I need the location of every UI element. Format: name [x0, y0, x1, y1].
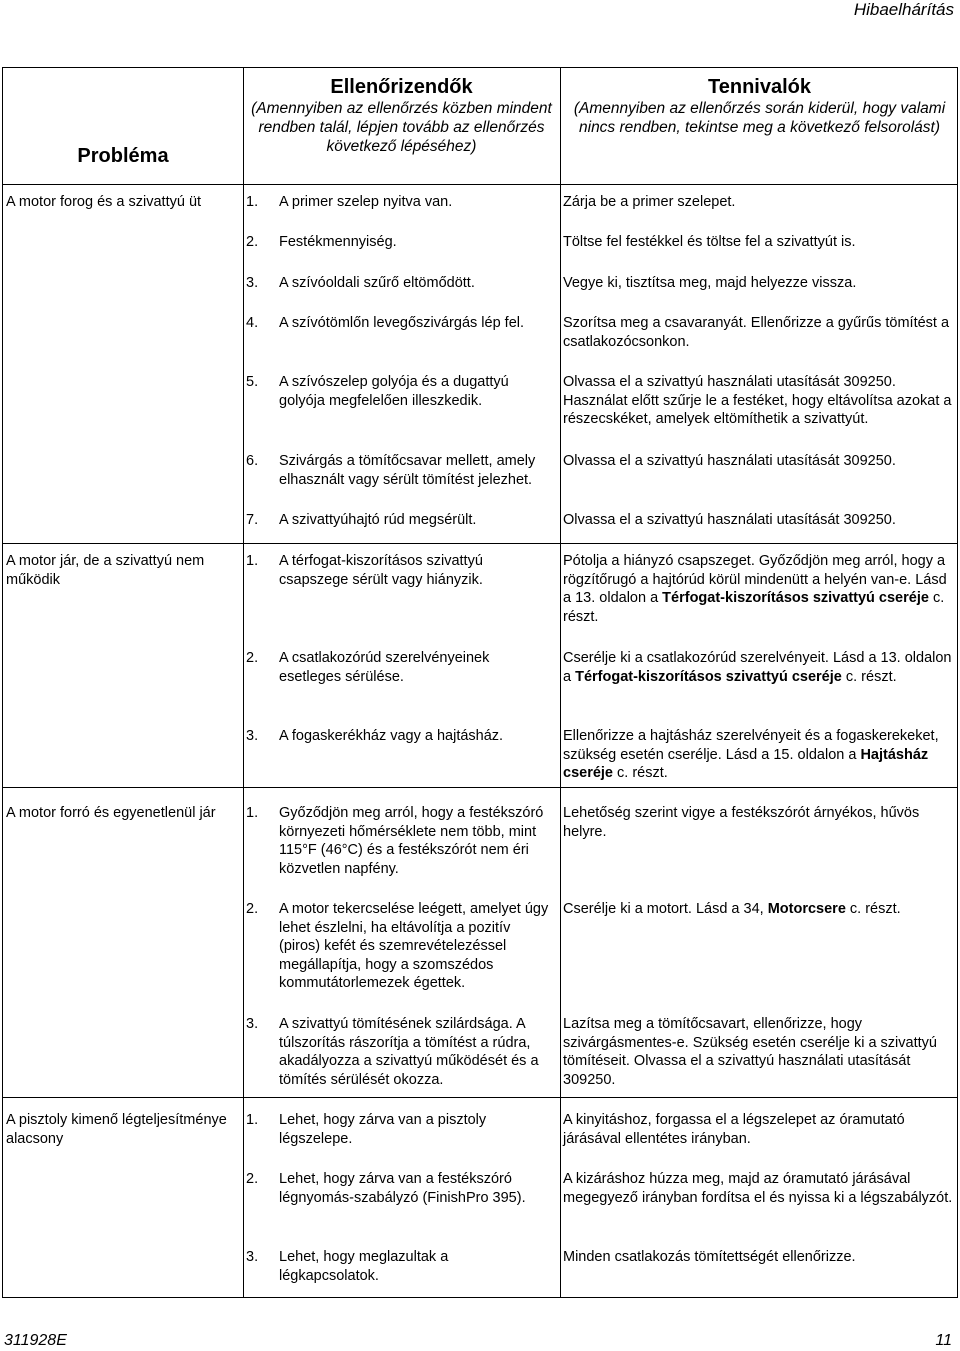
- check-cell: A csatlakozórúd szerelvényeinek esetleges sérülése.: [279, 650, 490, 685]
- action-cell: A kinyitáshoz, forgassa el a légszelepet az óramutató járásával ellentétes irányban.: [563, 1112, 905, 1147]
- action-text: c. részt.: [613, 765, 668, 782]
- problem-cell: A motor forró és egyenetlenül jár: [6, 805, 216, 821]
- step-number: 1.: [246, 805, 259, 821]
- document-number: 311928E: [4, 1332, 67, 1349]
- header-check-subtitle: (Amennyiben az ellenőrzés közben mindent rendben talál, lépjen tovább az ellenőrzés következő lépéséhez): [251, 100, 552, 155]
- section-reference: Térfogat-kiszorításos szivattyú cseréje: [662, 590, 929, 607]
- action-text: c. részt.: [845, 901, 901, 917]
- header-check: [243, 76, 560, 156]
- check-cell: A szivattyúhajtó rúd megsérült.: [279, 512, 477, 528]
- column-divider: [243, 68, 244, 1297]
- problem-cell: A motor forog és a szivattyú üt: [6, 194, 202, 210]
- header-action-title: Tennivalók: [708, 76, 811, 98]
- action-cell: [563, 900, 953, 919]
- action-cell: Töltse fel festékkel és töltse fel a szivattyút is.: [563, 234, 856, 250]
- action-text: Cserélje ki a csatlakozórúd szerelvényeit. Lásd a 13. oldalon a: [563, 650, 952, 685]
- section-reference: Térfogat-kiszorításos szivattyú cseréje: [575, 668, 842, 685]
- header-check-title: Ellenőrizendők: [330, 76, 473, 98]
- action-cell: [563, 649, 953, 686]
- column-divider: [560, 68, 561, 1297]
- group-divider: [3, 543, 957, 544]
- step-number: 1.: [246, 1112, 259, 1128]
- check-cell: A primer szelep nyitva van.: [279, 194, 453, 210]
- problem-cell: A motor jár, de a szivattyú nem működik: [6, 553, 205, 588]
- header-problem: Probléma: [77, 145, 169, 167]
- step-number: 4.: [246, 315, 259, 331]
- check-cell: A motor tekercselése leégett, amelyet úgy lehet észlelni, ha eltávolítja a pozitív (piros) kefét és szemrevételezéssel megállapítja, hogy a szomszédos kommutátorlemezek égettek.: [279, 901, 549, 992]
- check-cell: Festékmennyiség.: [279, 234, 397, 250]
- check-cell: A szívóoldali szűrő eltömődött.: [279, 275, 475, 291]
- action-text: c. részt.: [563, 590, 945, 625]
- action-cell: Zárja be a primer szelepet.: [563, 194, 736, 210]
- check-cell: Lehet, hogy zárva van a pisztoly légszelepe.: [279, 1112, 487, 1147]
- step-number: 1.: [246, 553, 259, 569]
- action-cell: Lazítsa meg a tömítőcsavart, ellenőrizze, hogy szivárgásmentes-e. Szükség esetén cserélje ki a szivattyú tömítéseit. Olvassa el a szivattyú használati utasítását 309250.: [563, 1016, 937, 1088]
- check-cell: A szívószelep golyója és a dugattyú golyója megfelelően illeszkedik.: [279, 374, 509, 409]
- step-number: 3.: [246, 1016, 259, 1032]
- action-cell: [563, 727, 953, 783]
- action-cell: Lehetőség szerint vigye a festékszórót árnyékos, hűvös helyre.: [563, 805, 920, 840]
- step-number: 2.: [246, 650, 259, 666]
- action-text: Pótolja a hiányzó csapszeget. Győződjön meg arról, hogy a rögzítőrugó a hajtórúd körül mindenütt a helyén van-e. Lásd a 13. oldalon a: [563, 553, 947, 607]
- action-text: c. részt.: [841, 668, 897, 685]
- step-number: 3.: [246, 728, 259, 744]
- problem-cell: A pisztoly kimenő légteljesítménye alacsony: [6, 1112, 227, 1147]
- step-number: 1.: [246, 194, 259, 210]
- check-cell: Lehet, hogy zárva van a festékszóró légnyomás-szabályzó (FinishPro 395).: [279, 1171, 526, 1206]
- action-cell: Szorítsa meg a csavaranyát. Ellenőrizze a gyűrűs tömítést a csatlakozócsonkon.: [563, 315, 950, 350]
- action-cell: Vegye ki, tisztítsa meg, majd helyezze vissza.: [563, 275, 857, 291]
- page-number: 11: [935, 1332, 952, 1349]
- step-number: 3.: [246, 1249, 259, 1265]
- action-cell: Olvassa el a szivattyú használati utasítását 309250.: [563, 512, 896, 528]
- action-text: Ellenőrizze a hajtásház szerelvényeit és a fogaskerekeket, szükség esetén cserélje. Lásd a 15. oldalon a: [563, 728, 939, 763]
- check-cell: Lehet, hogy meglazultak a légkapcsolatok.: [279, 1249, 449, 1284]
- step-number: 2.: [246, 1171, 259, 1187]
- check-cell: A szívótömlőn levegőszivárgás lép fel.: [279, 315, 525, 331]
- check-cell: A szivattyú tömítésének szilárdsága. A túlszorítás rászorítja a tömítést a rúdra, akadályozza a szivattyú működését és a tömítés sérülését okozza.: [279, 1016, 539, 1088]
- action-cell: Minden csatlakozás tömítettségét ellenőrizze.: [563, 1249, 856, 1265]
- step-number: 2.: [246, 234, 259, 250]
- group-divider: [3, 1097, 957, 1098]
- step-number: 5.: [246, 374, 259, 390]
- action-cell: A kizáráshoz húzza meg, majd az óramutató járásával megegyező irányban fordítsa el és nyissa ki a légszabályzót.: [563, 1171, 953, 1206]
- section-reference: Motorcsere: [767, 901, 846, 917]
- header-action-subtitle: (Amennyiben az ellenőrzés során kiderül, hogy valami nincs rendben, tekintse meg a következő felsorolást): [573, 100, 946, 136]
- check-cell: Győződjön meg arról, hogy a festékszóró környezeti hőmérséklete nem több, mint 115°F (46°C) és a festékszórót nem éri közvetlen napfény.: [279, 805, 544, 877]
- page-header: Hibaelhárítás: [853, 0, 954, 19]
- section-reference: Hajtásház cseréje: [563, 746, 929, 782]
- check-cell: A fogaskerékház vagy a hajtásház.: [279, 728, 504, 744]
- action-cell: [563, 552, 953, 626]
- action-text: Cserélje ki a motort. Lásd a 34,: [563, 901, 768, 917]
- step-number: 3.: [246, 275, 259, 291]
- check-cell: A térfogat-kiszorításos szivattyú csapszege sérült vagy hiányzik.: [279, 553, 483, 588]
- action-cell: Olvassa el a szivattyú használati utasítását 309250.: [563, 453, 896, 469]
- step-number: 7.: [246, 512, 259, 528]
- action-cell: Olvassa el a szivattyú használati utasítását 309250. Használat előtt szűrje le a festéket, hogy eltávolítsa azokat a részecskéket, amelyek eltömíthetik a szivattyút.: [563, 374, 952, 428]
- step-number: 6.: [246, 453, 259, 469]
- step-number: 2.: [246, 901, 259, 917]
- check-cell: Szivárgás a tömítőcsavar mellett, amely elhasznált vagy sérült tömítést jelezhet.: [279, 453, 536, 488]
- group-divider: [3, 787, 957, 788]
- header-divider: [3, 184, 957, 185]
- header-action: [560, 76, 959, 137]
